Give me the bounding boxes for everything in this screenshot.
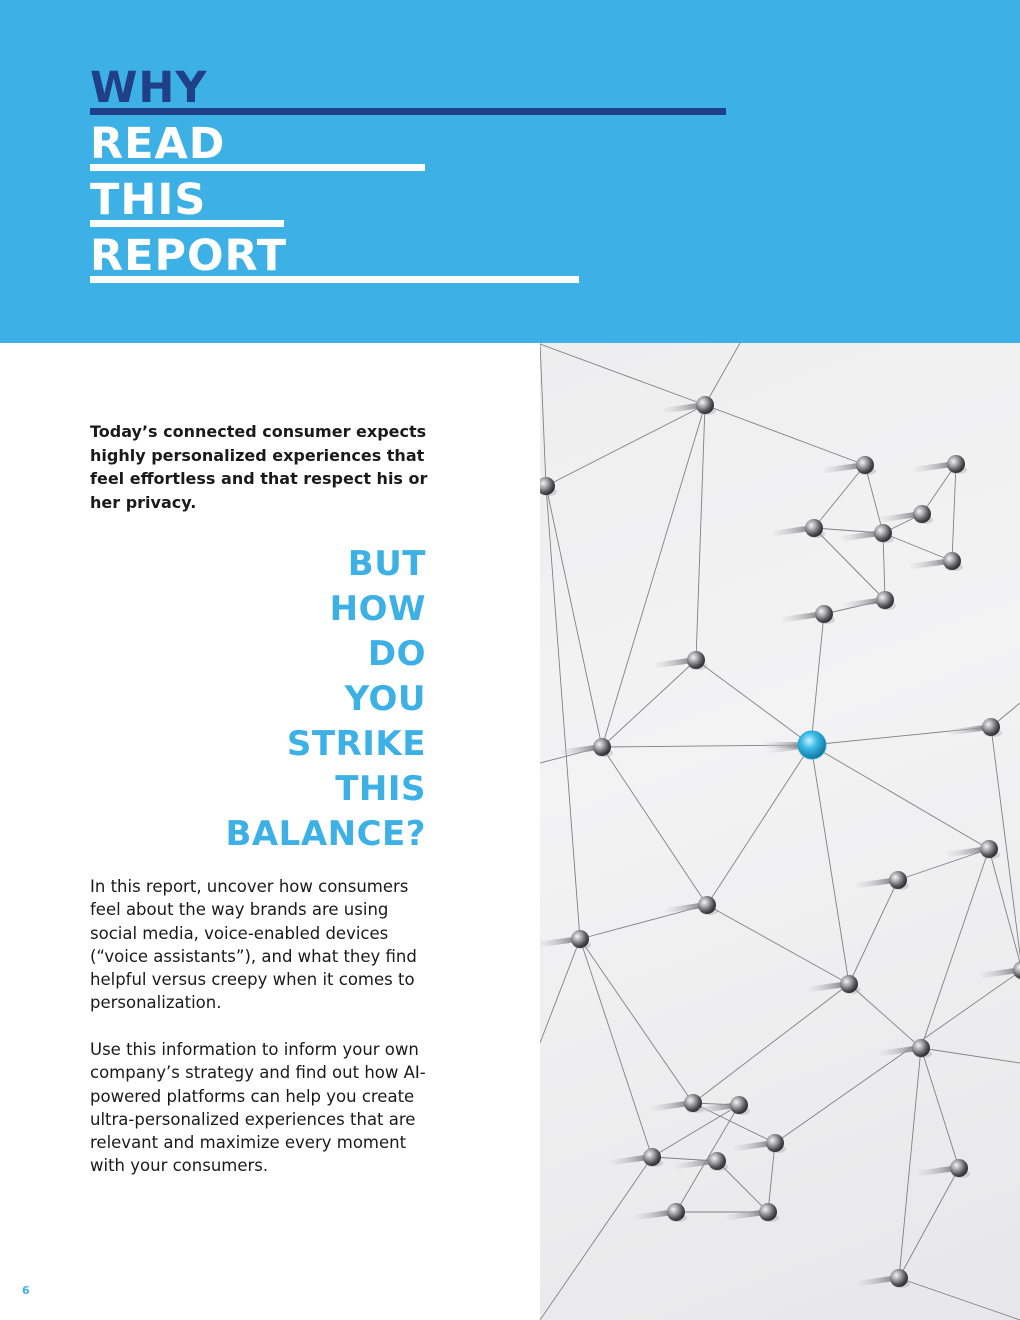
pull-quote-word: HOW — [329, 589, 426, 629]
network-thread — [811, 614, 824, 745]
body-paragraph-1: In this report, uncover how consumers feel about the way brands are using social media, voice-enabled devices (“voice assistants”), and what they find helpful versus creepy when it comes to personalization. — [90, 877, 417, 1013]
network-thread — [540, 344, 705, 405]
pull-quote-word: BUT — [347, 544, 426, 584]
pin — [807, 975, 860, 994]
pull-quote — [150, 542, 426, 857]
pin — [697, 1096, 750, 1115]
network-thread — [883, 533, 952, 561]
pin — [540, 477, 557, 496]
pin — [914, 455, 967, 474]
network-thread — [899, 1278, 1020, 1320]
network-thread — [602, 747, 707, 905]
network-pins-photo — [540, 343, 1020, 1320]
pin — [651, 1094, 704, 1113]
network-thread — [693, 984, 849, 1103]
pull-quote-word: YOU — [344, 679, 426, 719]
pin — [772, 519, 825, 538]
pin — [980, 961, 1020, 980]
network-thread — [580, 939, 652, 1157]
network-illustration — [540, 343, 1020, 1320]
page-number: 6 — [22, 1284, 30, 1297]
network-thread — [602, 405, 705, 747]
network-thread — [775, 970, 1020, 1143]
pin — [654, 651, 707, 670]
pull-quote-word: BALANCE? — [225, 814, 426, 854]
network-thread — [707, 905, 849, 984]
network-thread — [696, 660, 811, 745]
pin — [665, 896, 718, 915]
network-thread — [546, 486, 602, 747]
network-thread — [883, 533, 885, 600]
pin — [610, 1148, 663, 1167]
pin — [733, 1134, 786, 1153]
network-thread — [811, 745, 849, 984]
network-thread — [540, 343, 546, 486]
title-word: REPORT — [90, 231, 288, 281]
network-thread — [865, 465, 883, 533]
network-thread — [989, 849, 1020, 970]
header-band — [0, 0, 1020, 343]
network-thread — [580, 939, 693, 1103]
pin — [857, 1269, 910, 1288]
network-thread — [921, 849, 989, 1048]
network-thread — [849, 880, 898, 984]
network-thread — [898, 849, 989, 880]
pin — [917, 1159, 970, 1178]
network-thread — [676, 1105, 739, 1212]
network-thread — [849, 984, 921, 1048]
network-thread — [540, 939, 580, 1043]
network-thread — [705, 405, 865, 465]
network-thread — [921, 1048, 959, 1168]
pin — [841, 524, 894, 543]
title-word: THIS — [90, 175, 207, 225]
title-word: WHY — [90, 63, 208, 113]
pin — [726, 1203, 779, 1222]
network-thread — [814, 465, 865, 528]
pin — [856, 871, 909, 890]
pin — [843, 591, 896, 610]
network-thread — [952, 464, 956, 561]
pin — [782, 605, 835, 624]
title-word: READ — [90, 119, 226, 169]
network-thread — [696, 405, 705, 660]
network-thread — [811, 745, 989, 849]
network-thread — [540, 1157, 652, 1320]
network-thread — [602, 660, 696, 747]
network-thread — [921, 1048, 1020, 1063]
pin — [879, 1039, 932, 1058]
network-thread — [546, 405, 705, 486]
pin — [947, 840, 1000, 859]
body-paragraph-2: Use this information to inform your own company’s strategy and find out how AI-powered platforms can help you create ultra-personalized experiences that are relevant and maximize every moment with your consumers. — [90, 1040, 426, 1176]
highlighted-pin — [764, 731, 826, 759]
pull-quote-word: THIS — [335, 769, 426, 809]
network-thread — [705, 343, 740, 405]
network-thread — [768, 1143, 775, 1212]
pin — [560, 738, 613, 757]
pull-quote-word: DO — [367, 634, 426, 674]
pull-quote-word: STRIKE — [286, 724, 426, 764]
intro-paragraph: Today’s connected consumer expects highly personalized experiences that feel effortless and that respect his or her privacy. — [90, 422, 428, 512]
pin — [949, 718, 1002, 737]
network-thread — [707, 745, 811, 905]
pin — [540, 930, 591, 949]
pin — [634, 1203, 687, 1222]
network-thread — [546, 486, 580, 939]
